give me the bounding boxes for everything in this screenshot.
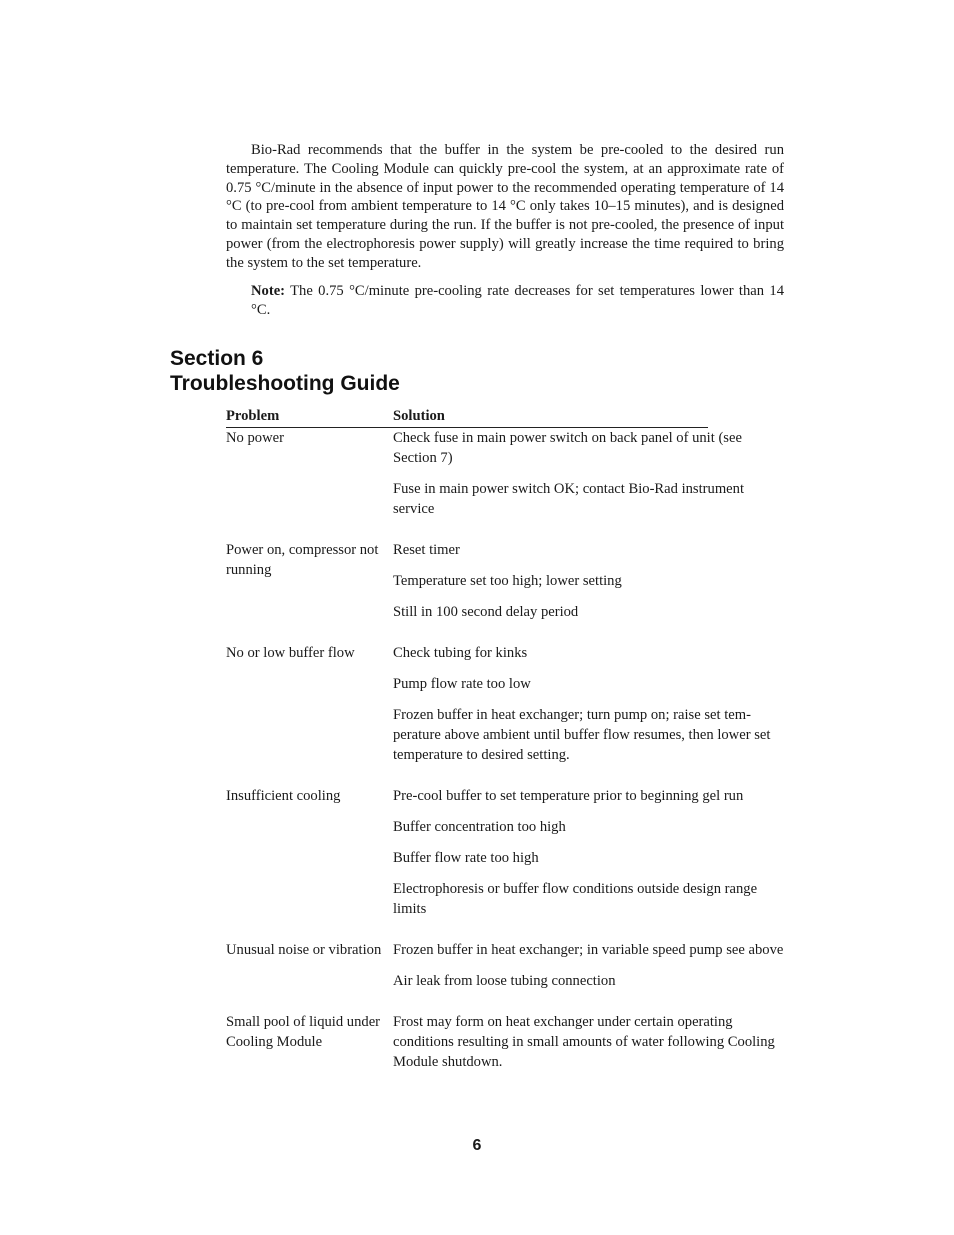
problem-cell: Small pool of liquid under Cooling Module [226, 1014, 381, 1050]
solution-cell [393, 786, 785, 919]
table-row [226, 1012, 786, 1072]
section-number: Section 6 [170, 347, 264, 370]
table-row [226, 428, 786, 519]
solution-item: Frozen buffer in heat exchanger; turn pump on; raise set tem-perature above ambient until buffer flow resumes, then lower set temperature to desired setting. [393, 707, 771, 763]
troubleshooting-table [226, 428, 786, 1072]
problem-cell: Insufficient cooling [226, 788, 341, 804]
solution-item: Temperature set too high; lower setting [393, 573, 622, 589]
table-row [226, 540, 786, 622]
solution-item: Air leak from loose tubing connection [393, 973, 616, 989]
intro-section [226, 141, 784, 273]
table-row [226, 786, 786, 919]
note-text: The 0.75 °C/minute pre-cooling rate decreases for set temperatures lower than 14 °C. [251, 283, 784, 318]
solution-item: Buffer flow rate too high [393, 850, 539, 866]
solution-cell [393, 540, 785, 622]
solution-item: Still in 100 second delay period [393, 604, 579, 620]
solution-item: Reset timer [393, 542, 460, 558]
solution-item: Frozen buffer in heat exchanger; in variable speed pump see above [393, 942, 784, 958]
section-title: Troubleshooting Guide [170, 372, 400, 395]
solution-cell [393, 428, 785, 519]
note-label: Note: [251, 283, 286, 299]
solution-item: Fuse in main power switch OK; contact Bio-Rad instrument service [393, 481, 745, 517]
solution-cell [393, 1012, 785, 1072]
problem-cell: Unusual noise or vibration [226, 942, 382, 958]
header-solution: Solution [393, 408, 445, 424]
solution-cell [393, 643, 785, 765]
problem-cell: No or low buffer flow [226, 645, 355, 661]
solution-item: Check fuse in main power switch on back panel of unit (see Section 7) [393, 430, 742, 466]
table-row [226, 643, 786, 765]
section-heading [170, 346, 400, 396]
solution-item: Buffer concentration too high [393, 819, 566, 835]
table-header [226, 408, 708, 428]
solution-item: Pump flow rate too low [393, 676, 531, 692]
intro-paragraph: Bio-Rad recommends that the buffer in the system be pre-cooled to the desired run temperature. The Cooling Module can quickly pre-cool the system, at an approximate rate of 0.75 °C/minute in the absence of input power to the recommended operating temperature of 14 °C (to pre-cool from ambient temperature to 14 °C only takes 10–15 minutes), and is designed to maintain set temperature during the run. If the buffer is not pre-cooled, the presence of input power (from the electrophoresis power supply) will greatly increase the time required to bring the system to the set temperature. [226, 142, 784, 271]
solution-item: Pre-cool buffer to set temperature prior to beginning gel run [393, 788, 744, 804]
problem-cell: Power on, compressor not running [226, 542, 379, 578]
table-row [226, 940, 786, 991]
solution-item: Electrophoresis or buffer flow conditions outside design range limits [393, 881, 758, 917]
solution-item: Check tubing for kinks [393, 645, 528, 661]
header-problem: Problem [226, 408, 280, 424]
page-number: 6 [472, 1137, 482, 1154]
solution-item: Frost may form on heat exchanger under certain operating conditions resulting in small amounts of water following Cooling Module shutdown. [393, 1014, 775, 1070]
problem-cell: No power [226, 430, 284, 446]
note-block [251, 282, 784, 320]
solution-cell [393, 940, 785, 991]
